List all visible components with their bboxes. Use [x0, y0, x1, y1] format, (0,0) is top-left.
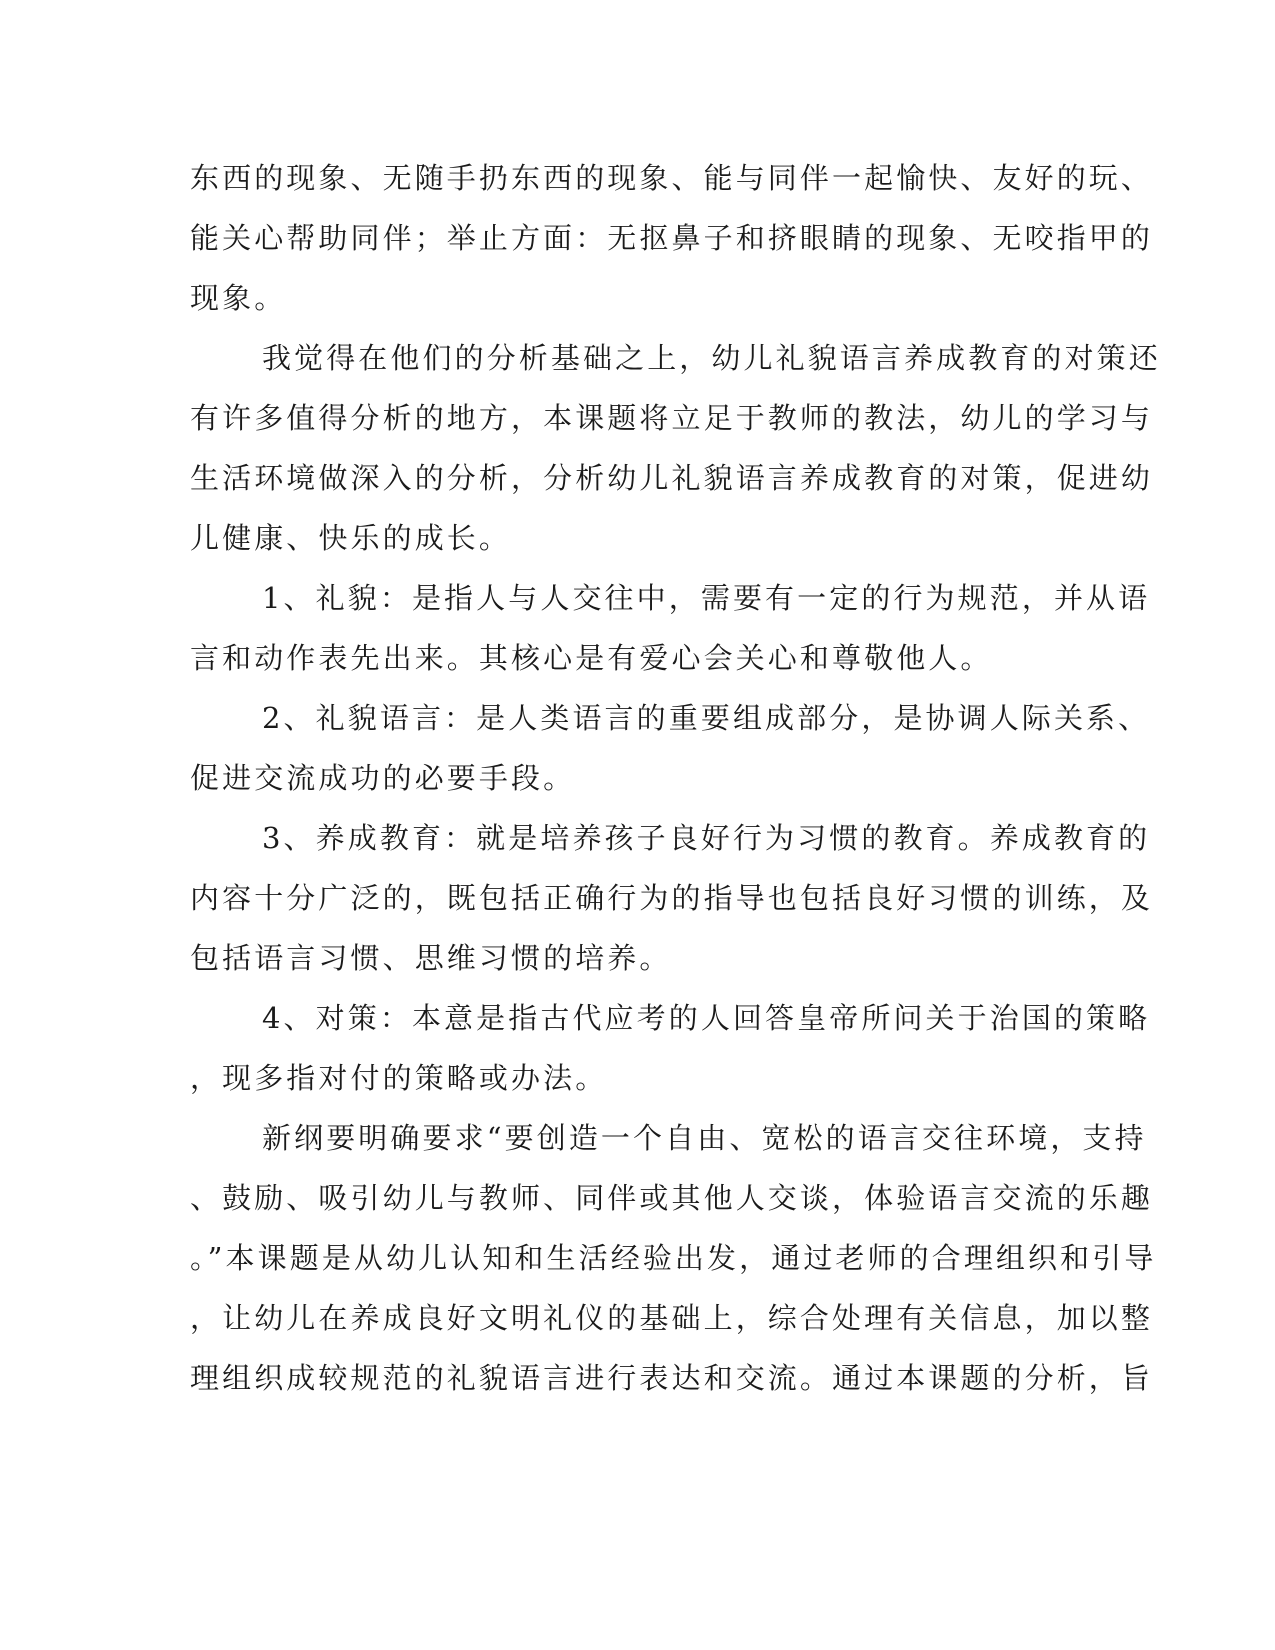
text-line: 包括语言习惯、思维习惯的培养。 — [190, 941, 672, 975]
text-line: 促进交流成功的必要手段。 — [190, 761, 576, 795]
text-line: 东西的现象、无随手扔东西的现象、能与同伴一起愉快、友好的玩、 — [190, 161, 1154, 195]
text-line: 。”本课题是从幼儿认知和生活经验出发，通过老师的合理组织和引导 — [190, 1241, 1157, 1275]
text-line: 儿健康、快乐的成长。 — [190, 521, 512, 555]
text-line: ，现多指对付的策略或办法。 — [190, 1061, 608, 1095]
text-line: 内容十分广泛的，既包括正确行为的指导也包括良好习惯的训练，及 — [190, 881, 1154, 915]
text-line: 有许多值得分析的地方，本课题将立足于教师的教法，幼儿的学习与 — [190, 401, 1154, 435]
definition-countermeasure: 4、对策：本意是指古代应考的人回答皇帝所问关于治国的策略 — [262, 1001, 1151, 1035]
text-line: 理组织成较规范的礼貌语言进行表达和交流。通过本课题的分析，旨 — [190, 1361, 1154, 1395]
text-line: 生活环境做深入的分析，分析幼儿礼貌语言养成教育的对策，促进幼 — [190, 461, 1154, 495]
text-line: 现象。 — [190, 281, 287, 315]
definition-courtesy: 1、礼貌：是指人与人交往中，需要有一定的行为规范，并从语 — [262, 581, 1151, 615]
text-line: 能关心帮助同伴；举止方面：无抠鼻子和挤眼睛的现象、无咬指甲的 — [190, 221, 1154, 255]
definition-polite-language: 2、礼貌语言：是人类语言的重要组成部分，是协调人际关系、 — [262, 701, 1151, 735]
text-line: 、鼓励、吸引幼儿与教师、同伴或其他人交谈，体验语言交流的乐趣 — [190, 1181, 1154, 1215]
definition-habit-education: 3、养成教育：就是培养孩子良好行为习惯的教育。养成教育的 — [262, 821, 1151, 855]
paragraph-first-line: 新纲要明确要求“要创造一个自由、宽松的语言交往环境，支持 — [262, 1121, 1147, 1155]
paragraph-first-line: 我觉得在他们的分析基础之上，幼儿礼貌语言养成教育的对策还 — [262, 341, 1161, 375]
text-line: 言和动作表先出来。其核心是有爱心会关心和尊敬他人。 — [190, 641, 993, 675]
text-line: ，让幼儿在养成良好文明礼仪的基础上，综合处理有关信息，加以整 — [190, 1301, 1154, 1335]
